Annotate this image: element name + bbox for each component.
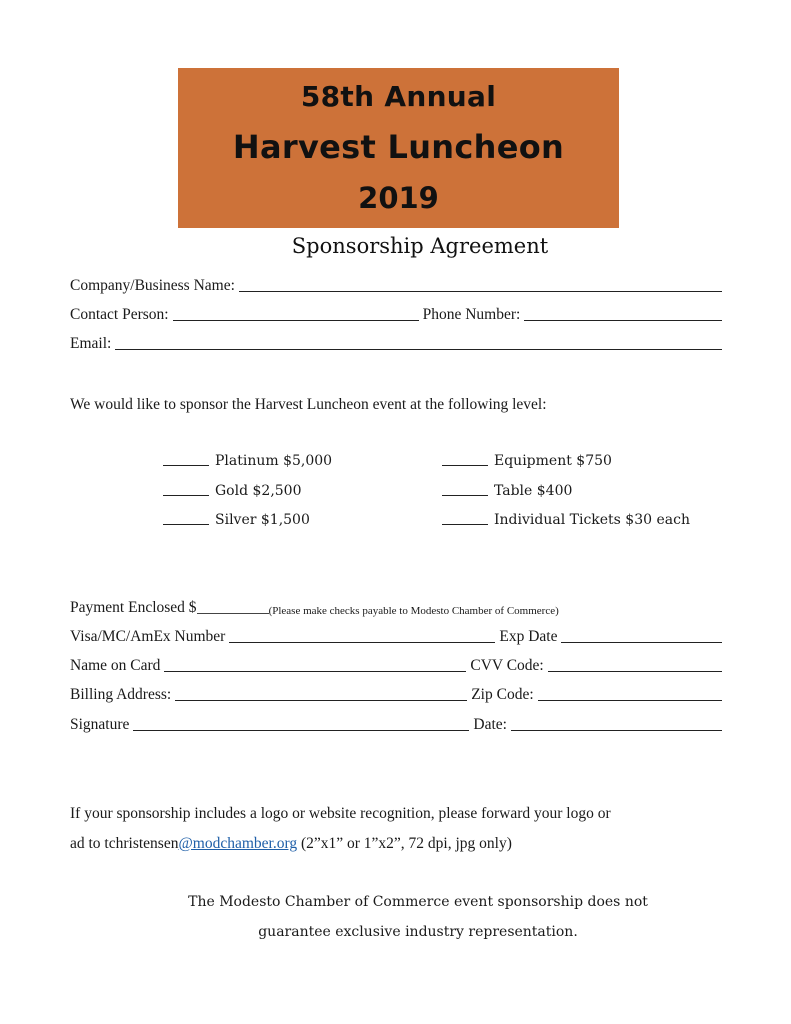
level-platinum [163,453,332,469]
card-number-field[interactable] [229,641,495,643]
date-label: Date: [473,716,507,733]
banner-line-edition: 58th Annual [300,80,497,113]
company-name-field[interactable] [239,290,722,292]
level-table-label: Table $400 [494,483,573,499]
email-link[interactable]: @modchamber.org [178,835,298,852]
banner-line-year: 2019 [358,181,439,215]
disclaimer-line1: The Modesto Chamber of Commerce event sponsorship does not [188,894,648,910]
level-gold-blank[interactable] [163,495,209,496]
payment-enclosed-label: Payment Enclosed $ [70,599,197,616]
logo-note-line2 [70,835,512,853]
level-equipment-label: Equipment $750 [494,453,612,469]
payment-check-note: (Please make checks payable to Modesto Chamber of Commerce) [268,605,559,617]
contact-person-field[interactable] [173,319,419,321]
level-silver-label: Silver $1,500 [215,512,310,528]
sponsorship-intro-text: We would like to sponsor the Harvest Luncheon event at the following level: [70,396,547,413]
level-platinum-blank[interactable] [163,465,209,466]
zip-code-label: Zip Code: [471,686,534,703]
billing-address-label: Billing Address: [70,686,172,703]
exp-date-label: Exp Date [499,628,558,645]
disclaimer-line2: guarantee exclusive industry representation. [258,924,578,940]
level-table-blank[interactable] [442,495,488,496]
level-gold-label: Gold $2,500 [215,483,302,499]
signature-row [70,716,722,734]
level-gold [163,483,302,499]
level-silver [163,512,310,528]
name-on-card-field[interactable] [164,670,466,672]
level-table [442,483,572,499]
logo-note-line1: If your sponsorship includes a logo or website recognition, please forward your logo or [70,805,611,822]
date-field[interactable] [511,729,722,731]
payment-enclosed-row [70,599,559,617]
name-on-card-row [70,657,722,675]
logo-note-suffix: (2”x1” or 1”x2”, 72 dpi, jpg only) [297,835,512,852]
phone-number-label: Phone Number: [422,306,521,323]
signature-field[interactable] [133,729,469,731]
contact-person-label: Contact Person: [70,306,169,323]
level-equipment [442,453,612,469]
cvv-code-field[interactable] [548,670,722,672]
exp-date-field[interactable] [561,641,722,643]
level-individual-tickets-blank[interactable] [442,524,488,525]
event-title-banner [178,68,619,228]
card-number-label: Visa/MC/AmEx Number [70,628,226,645]
contact-phone-row [70,306,722,324]
level-silver-blank[interactable] [163,524,209,525]
zip-code-field[interactable] [538,699,722,701]
company-name-row [70,277,722,295]
card-number-row [70,628,722,646]
level-platinum-label: Platinum $5,000 [215,453,333,469]
level-individual-tickets [442,512,690,528]
signature-label: Signature [70,716,130,733]
email-field[interactable] [115,348,722,350]
company-name-label: Company/Business Name: [70,277,235,294]
phone-number-field[interactable] [524,319,722,321]
billing-address-field[interactable] [175,699,467,701]
billing-address-row [70,686,722,704]
cvv-code-label: CVV Code: [470,657,544,674]
email-label: Email: [70,335,112,352]
document-subtitle: Sponsorship Agreement [291,234,549,258]
level-equipment-blank[interactable] [442,465,488,466]
banner-line-event-name: Harvest Luncheon [232,128,565,166]
email-row [70,335,722,353]
name-on-card-label: Name on Card [70,657,161,674]
level-individual-tickets-label: Individual Tickets $30 each [494,512,690,528]
logo-note-prefix: ad to tchristensen [70,835,179,852]
payment-amount-field[interactable] [197,613,269,614]
